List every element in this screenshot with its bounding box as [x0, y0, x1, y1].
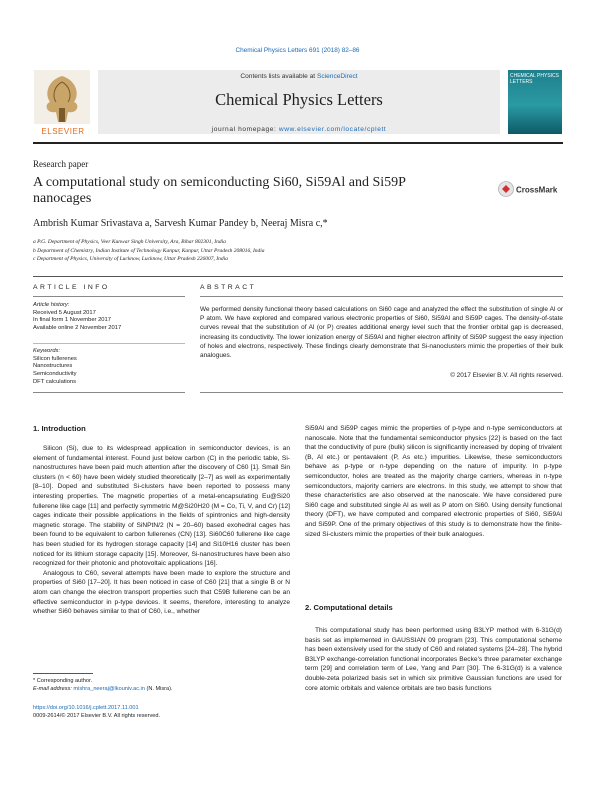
journal-title: Chemical Physics Letters	[215, 90, 383, 109]
contents-prefix: Contents lists available at	[240, 73, 317, 80]
abstract-bottom-rule	[200, 392, 563, 393]
crossmark-badge[interactable]	[498, 180, 562, 198]
article-history	[33, 302, 121, 333]
publisher-wordmark: ELSEVIER	[41, 127, 85, 136]
article-title: A computational study on semiconducting Si60, Si59Al and Si59P nanocages	[33, 175, 406, 206]
sciencedirect-link[interactable]: ScienceDirect	[316, 73, 358, 80]
affiliation-c: c Department of Physics, University of Lucknow, Lucknow, Uttar Pradesh 226007, India	[33, 256, 228, 263]
affiliation-a: a P.G. Department of Physics, Veer Kunwar Singh University, Ara, Bihar 802301, India	[33, 239, 226, 245]
contents-line	[98, 73, 500, 80]
footnote	[33, 678, 290, 693]
keyword: Silicon fullerenes	[33, 355, 77, 362]
keywords-label: Keywords:	[33, 348, 61, 354]
intro-paragraph-1: Silicon (Si), due to its widespread application in semiconductor devices, is an element of fundamental interest. Found just below carbon (C) in the periodic table, Si-nanostructures have been paid much attention after the discovery of C60 [1]. Small Sin clusters (n < 60) have been widely studied theoretically [2–7] as well as experimentally [8–10]. Doped and substituted Si-clusters have been reported to possess many interesting properties. The magnetic properties of a metal-encapsulating Eu@Si20 fullerene like cage [11] and perfectly symmetric M@Si20H20 (M = Co, Ti, V, and Cr) [12] cages indicate their possible applications in the fields of spintronics and high-density magnetic storage. The stability of SiNPtN/2 (N = 20–60) based exohedral cages has been found to be equivalent to carbon fullerenes (CN) [13]. Si60C60 fullerene like cage has been studied for its hydrogen storage capacity [14] and Si10H16 cluster has been noticed for its lithium storage capacity [15]. Moreover, Si-nanostructures have been also recognized for their photonic and photovoltaic applications [16].	[33, 445, 290, 568]
history-received: Received 5 August 2017	[33, 309, 96, 316]
right-column-bottom	[305, 626, 562, 693]
homepage-link[interactable]: www.elsevier.com/locate/cplett	[278, 126, 387, 133]
article-type: Research paper	[33, 159, 89, 169]
abstract-text: We performed density functional theory based calculations on Si60 cage and analyzed the effect the substitution of single Al or P atom. We have explored and compared various electronic properties of Si60, Si59Al and Si59P cages. The density-of-state curves reveal that the substitution of Al (or P) creates additional energy level such that the frontier orbital gap is decreased, increasing its conductivity. The lower ionization energy of Si59Al and higher electron affinity of Si59P suggest the easy injection of holes and electrons, respectively. These findings clearly demonstrate that Si-nanoclusters mimic the properties of their bulk analogues.	[200, 306, 563, 360]
homepage-line	[98, 126, 500, 133]
email-link[interactable]: mishra_neeraj@lkouniv.ac.in	[73, 685, 145, 692]
computational-details-heading: 2. Computational details	[305, 603, 393, 612]
history-label: Article history:	[33, 302, 70, 308]
section-rule	[33, 276, 563, 277]
keyword: Nanostructures	[33, 363, 73, 370]
intro-paragraph-2: Analogous to C60, several attempts have been made to explore the structure and properties of Si60 [17–20]. It has been noticed in case of C60 [21] that a single B or N atom can change the electron transport properties such that C59B fullerene can be an effective semiconductor in p-type devices. It seems, therefore, interesting to analyze whether Si60 behaves similar to that of C60, i.e., whether	[33, 569, 290, 616]
email-label: E-mail address:	[33, 685, 74, 692]
abstract-rule	[200, 296, 563, 297]
affiliation-b: b Department of Chemistry, Indian Institute of Technology Kanpur, Kanpur, Uttar Pradesh 208016, India	[33, 247, 265, 254]
doi-block	[33, 705, 160, 720]
keyword: DFT calculations	[33, 378, 77, 385]
article-info-bottom-rule	[33, 392, 185, 393]
intro-paragraph-3: Si59Al and Si59P cages mimic the properties of p-type and n-type semiconductors at nanoscale. Note that the fundamental semiconductor physics [22] is based on the fact that the conductivity of pure (bulk) silicon is significantly increased by doping of trivalent (B, Al etc.) or pentavalent (P, As etc.) impurities. Likewise, these semiconductors behave as p-type or n-type depending on the nature of impurity. In p-type semiconductor, holes are treated as the majority charge carriers, whereas in n-type semiconductors, majority carriers are electrons. In this study, we attempt to show that these characteristics are also observed at the nanoscale. We have considered pure Si60 cage and substituted single Al as well as P atom on Si60. Using density functional theory (DFT), we have computed and compared electronic properties of Si60, Si59Al and Si59P. One of the primary objectives of this study is to demonstrate how the finite-sized Si-clusters mimic the properties of their bulk analogues.	[305, 425, 562, 538]
keyword: Semiconductivity	[33, 371, 77, 378]
introduction-heading: 1. Introduction	[33, 424, 86, 433]
affiliations	[33, 238, 265, 264]
homepage-prefix: journal homepage:	[211, 126, 279, 133]
keywords-rule	[33, 343, 185, 344]
crossmark-label: CrossMark	[516, 185, 558, 195]
author-list[interactable]: Ambrish Kumar Srivastava a, Sarvesh Kumar Pandey b, Neeraj Misra c,*	[33, 218, 328, 229]
keywords	[33, 348, 77, 387]
issn-line: 0009-2614/© 2017 Elsevier B.V. All rights reserved.	[33, 712, 161, 719]
article-info-heading: ARTICLE INFO	[33, 284, 110, 291]
cover-title: CHEMICAL PHYSICS LETTERS	[510, 73, 559, 85]
computational-paragraph: This computational study has been performed using B3LYP method with 6-31G(d) basis set as implemented in GAUSSIAN 09 program [23]. This computational scheme has been extensively used for the study of C60 and related systems [24–28]. The hybrid B3LYP exchange-correlation functional incorporates Becke's three parameter exchange term [29] and correlation term of Lee, Yang and Parr [30]. The 6-31G(d) is a valence double-zeta polarized basis set in which six primitive Gaussian functions are used for core atomic orbitals and valence orbitals are two basis functions	[305, 627, 562, 692]
abstract-copyright: © 2017 Elsevier B.V. All rights reserved.	[450, 372, 563, 379]
right-column-top	[305, 424, 562, 539]
abstract-heading: ABSTRACT	[200, 284, 257, 291]
history-final: In final form 1 November 2017	[33, 317, 111, 324]
journal-reference[interactable]: Chemical Physics Letters 691 (2018) 82–86	[235, 47, 360, 54]
article-info-rule	[33, 296, 185, 297]
footnote-rule	[33, 673, 93, 674]
header-rule	[33, 142, 563, 144]
left-column	[33, 444, 290, 617]
email-suffix: (N. Misra).	[144, 685, 173, 692]
email-line	[33, 686, 290, 694]
doi-link[interactable]: https://doi.org/10.1016/j.cplett.2017.11.001	[33, 705, 139, 711]
history-online: Available online 2 November 2017	[33, 325, 122, 332]
elsevier-tree-logo	[34, 70, 90, 132]
corresponding-author-note: * Corresponding author.	[33, 678, 93, 684]
